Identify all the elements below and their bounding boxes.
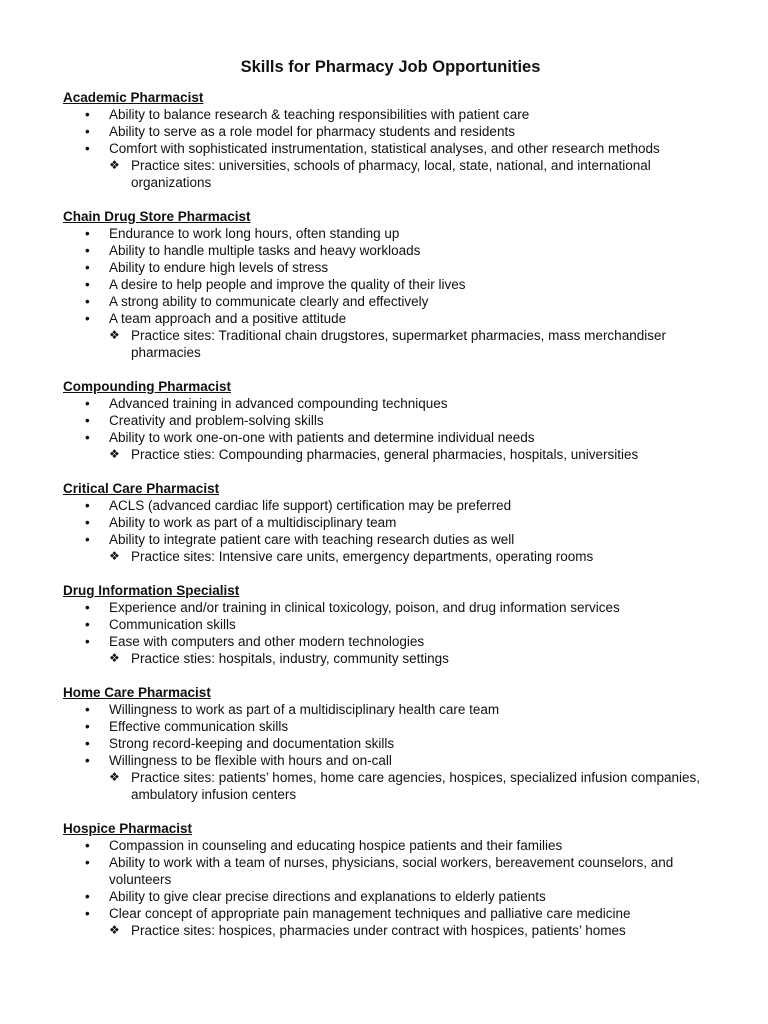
diamond-star-icon: ❖ [109, 549, 120, 563]
bullet-item: • Endurance to work long hours, often standing up [63, 225, 728, 242]
bullet-item: • Ease with computers and other modern technologies [63, 633, 728, 650]
practice-sites [63, 548, 728, 565]
bullet-list [63, 106, 728, 157]
practice-sites-text: Practice sites: patients’ homes, home care agencies, hospices, specialized infusion companies, ambulatory infusion centers [131, 770, 701, 802]
section-heading: Compounding Pharmacist [63, 379, 232, 394]
diamond-star-icon: ❖ [109, 447, 120, 461]
bullet-item: • Ability to handle multiple tasks and heavy workloads [63, 242, 728, 259]
practice-sites [63, 446, 728, 463]
bullet-item: • Ability to work one-on-one with patients and determine individual needs [63, 429, 728, 446]
section-heading: Chain Drug Store Pharmacist [63, 209, 251, 224]
diamond-star-icon: ❖ [109, 770, 120, 784]
bullet-item: • Ability to work with a team of nurses, physicians, social workers, bereavement counselors, and volunteers [63, 854, 728, 888]
bullet-list [63, 225, 728, 327]
page-title: Skills for Pharmacy Job Opportunities [240, 58, 541, 76]
diamond-star-icon: ❖ [109, 923, 120, 937]
practice-sites [63, 922, 728, 939]
diamond-star-icon: ❖ [109, 158, 120, 172]
practice-sites [63, 327, 728, 361]
bullet-item: • A desire to help people and improve the quality of their lives [63, 276, 728, 293]
bullet-item: • Ability to give clear precise directions and explanations to elderly patients [63, 888, 728, 905]
bullet-list [63, 395, 728, 446]
bullet-item: • Ability to work as part of a multidisciplinary team [63, 514, 728, 531]
section [63, 684, 728, 803]
practice-sites-text: Practice sites: Traditional chain drugstores, supermarket pharmacies, mass merchandiser pharmacies [131, 328, 666, 360]
bullet-item: • Willingness to be flexible with hours and on-call [63, 752, 728, 769]
bullet-list [63, 837, 728, 922]
diamond-star-icon: ❖ [109, 328, 120, 342]
bullet-item: • Clear concept of appropriate pain management techniques and palliative care medicine [63, 905, 728, 922]
bullet-item: • ACLS (advanced cardiac life support) certification may be preferred [63, 497, 728, 514]
bullet-item: • Experience and/or training in clinical toxicology, poison, and drug information services [63, 599, 728, 616]
section-heading: Drug Information Specialist [63, 583, 240, 598]
bullet-list [63, 497, 728, 548]
bullet-item: • Ability to integrate patient care with teaching research duties as well [63, 531, 728, 548]
section-heading: Critical Care Pharmacist [63, 481, 220, 496]
bullet-item: • Willingness to work as part of a multidisciplinary health care team [63, 701, 728, 718]
bullet-item: • Ability to balance research & teaching responsibilities with patient care [63, 106, 728, 123]
bullet-item: • A team approach and a positive attitude [63, 310, 728, 327]
section-heading: Home Care Pharmacist [63, 685, 211, 700]
diamond-star-icon: ❖ [109, 651, 120, 665]
practice-sites [63, 157, 728, 191]
section [63, 582, 728, 667]
practice-sites [63, 650, 728, 667]
bullet-item: • Comfort with sophisticated instrumentation, statistical analyses, and other research methods [63, 140, 728, 157]
practice-sites-text: Practice sties: Compounding pharmacies, general pharmacies, hospitals, universities [131, 447, 639, 462]
sections-container [63, 89, 728, 939]
bullet-item: • Strong record-keeping and documentation skills [63, 735, 728, 752]
section [63, 89, 728, 191]
practice-sites-text: Practice sites: hospices, pharmacies under contract with hospices, patients’ homes [131, 923, 626, 938]
bullet-item: • Advanced training in advanced compounding techniques [63, 395, 728, 412]
bullet-list [63, 599, 728, 650]
bullet-item: • Creativity and problem-solving skills [63, 412, 728, 429]
section [63, 480, 728, 565]
section [63, 378, 728, 463]
bullet-item: • Compassion in counseling and educating hospice patients and their families [63, 837, 728, 854]
practice-sites [63, 769, 728, 803]
section [63, 820, 728, 939]
bullet-item: • Ability to endure high levels of stress [63, 259, 728, 276]
bullet-item: • A strong ability to communicate clearly and effectively [63, 293, 728, 310]
section-heading: Hospice Pharmacist [63, 821, 193, 836]
practice-sites-text: Practice sites: universities, schools of pharmacy, local, state, national, and international organizations [131, 158, 651, 190]
bullet-list [63, 701, 728, 769]
bullet-item: • Communication skills [63, 616, 728, 633]
bullet-item: • Ability to serve as a role model for pharmacy students and residents [63, 123, 728, 140]
section-heading: Academic Pharmacist [63, 90, 204, 105]
practice-sites-text: Practice sites: Intensive care units, emergency departments, operating rooms [131, 549, 594, 564]
practice-sites-text: Practice sties: hospitals, industry, community settings [131, 651, 449, 666]
section [63, 208, 728, 361]
bullet-item: • Effective communication skills [63, 718, 728, 735]
